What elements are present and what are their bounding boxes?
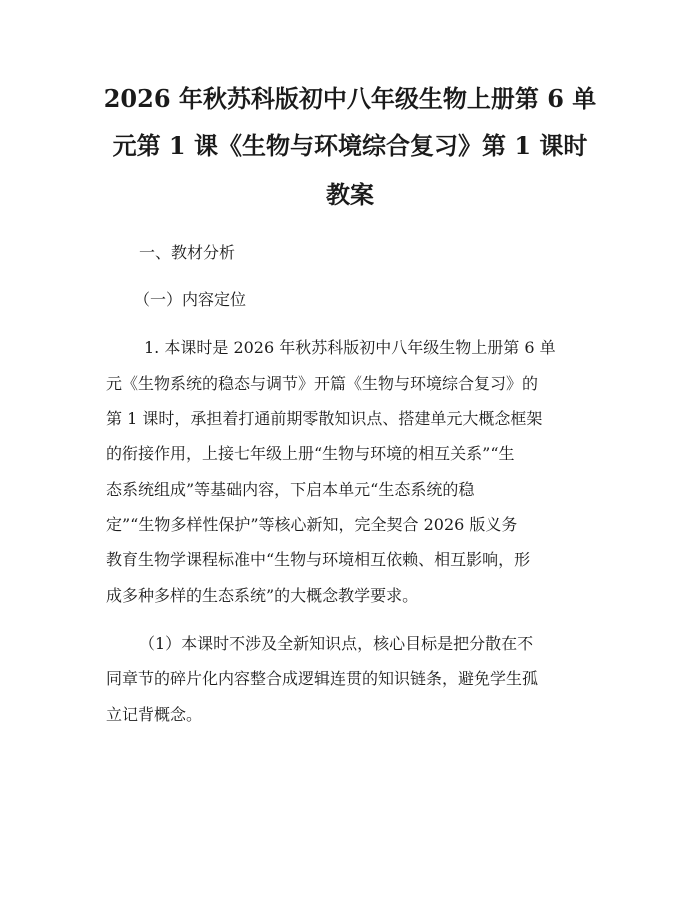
paragraph-1-line-4: 的衔接作用，上接七年级上册“生物与环境的相互关系”“生 [106,444,515,463]
section-heading: 一、教材分析 [139,243,236,262]
paragraph-1-line-7: 教育生物学课程标准中“生物与环境相互依赖、相互影响，形 [106,550,531,569]
paragraph-1-line-3: 第 1 课时，承担着打通前期零散知识点、搭建单元大概念框架 [106,409,543,428]
document-title-line-1: 2026 年秋苏科版初中八年级生物上册第 6 单 [103,84,597,113]
paragraph-2-line-1: （1）本课时不涉及全新知识点，核心目标是把分散在不 [139,634,534,653]
paragraph-1-line-8: 成多种多样的生态系统”的大概念教学要求。 [106,586,419,605]
paragraph-1-line-5: 态系统组成”等基础内容，下启本单元“生态系统的稳 [106,480,475,499]
subsection-heading: （一）内容定位 [134,290,247,309]
paragraph-2-line-3: 立记背概念。 [106,705,203,724]
document-title-line-3: 教案 [326,180,374,209]
paragraph-2-line-2: 同章节的碎片化内容整合成逻辑连贯的知识链条，避免学生孤 [106,669,539,688]
document-title-line-2: 元第 1 课《生物与环境综合复习》第 1 课时 [112,131,588,160]
paragraph-1-line-2: 元《生物系统的稳态与调节》开篇《生物与环境综合复习》的 [106,374,539,393]
paragraph-1-line-6: 定”“生物多样性保护”等核心新知，完全契合 2026 版义务 [106,515,518,534]
paragraph-1-line-1: 1. 本课时是 2026 年秋苏科版初中八年级生物上册第 6 单 [144,338,556,357]
